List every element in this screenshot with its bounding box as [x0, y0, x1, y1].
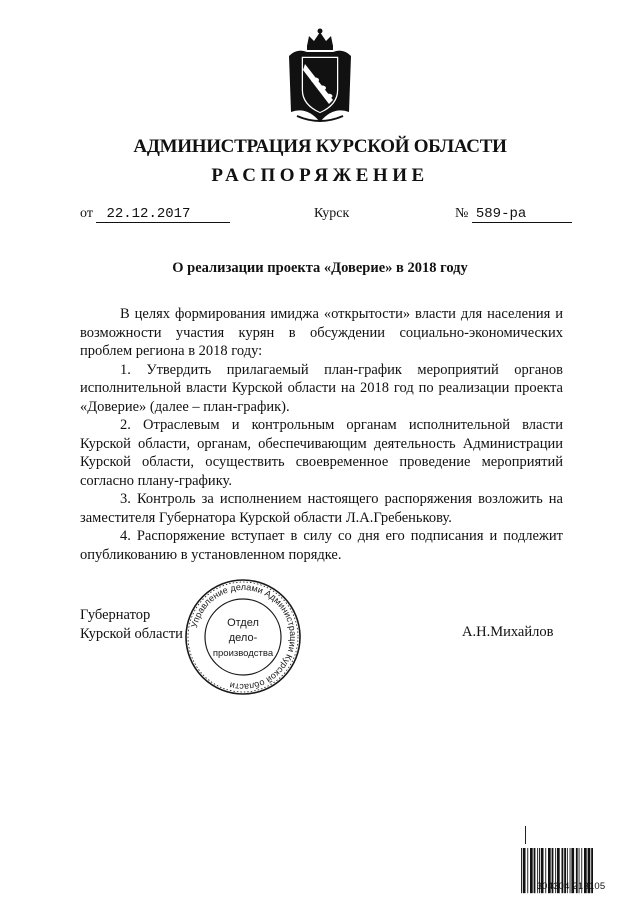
coat-of-arms-icon	[283, 26, 357, 126]
preamble-paragraph: В целях формирования имиджа «открытости» власти для населения и возможности участия курян в обсуждении социально-экономических проблем региона в 2018 году:	[80, 306, 563, 359]
clause-paragraph: 1. Утвердить прилагаемый план-график мероприятий органов исполнительной власти Курской области на 2018 год по реализации проекта «Доверие» (далее – план-график).	[80, 361, 563, 415]
signatory-position	[80, 606, 183, 643]
position-line: Губернатор	[80, 607, 151, 623]
number-field	[455, 206, 572, 223]
stamp-line: Отдел	[227, 617, 259, 629]
official-stamp	[184, 578, 302, 696]
date-field	[80, 206, 230, 223]
date-label: от	[80, 206, 93, 221]
document-date: 22.12.2017	[106, 206, 191, 222]
stamp-line: дело-	[228, 632, 258, 644]
document-body	[80, 305, 563, 564]
barcode-number: 304304 213105	[536, 881, 606, 892]
document-subject: О реализации проекта «Доверие» в 2018 году	[172, 260, 468, 276]
organization-title: АДМИНИСТРАЦИЯ КУРСКОЙ ОБЛАСТИ	[133, 136, 507, 157]
clause-paragraph: 3. Контроль за исполнением настоящего распоряжения возложить на заместителя Губернатора Курской области Л.А.Гребенькову.	[80, 491, 563, 526]
city: Курск	[314, 206, 350, 221]
clause-paragraph: 4. Распоряжение вступает в силу со дня его подписания и подлежит опубликованию в установленном порядке.	[80, 528, 563, 563]
position-line: Курской области	[80, 625, 183, 642]
stamp-ring-text: Управление делами Администрации Курской области	[188, 581, 299, 693]
document-number: 589-ра	[475, 206, 527, 222]
clause-paragraph: 2. Отраслевым и контрольным органам исполнительной власти Курской области, органам, обеспечивающим деятельность Администрации Курской области, осуществить своевременное проведение мероприятий согласно плану-графику.	[80, 417, 563, 489]
signatory-name: А.Н.Михайлов	[462, 624, 554, 640]
document-type: РАСПОРЯЖЕНИЕ	[211, 165, 429, 186]
stamp-line: производства	[212, 648, 274, 659]
barcode-mark	[525, 826, 526, 844]
number-label: №	[455, 206, 469, 221]
